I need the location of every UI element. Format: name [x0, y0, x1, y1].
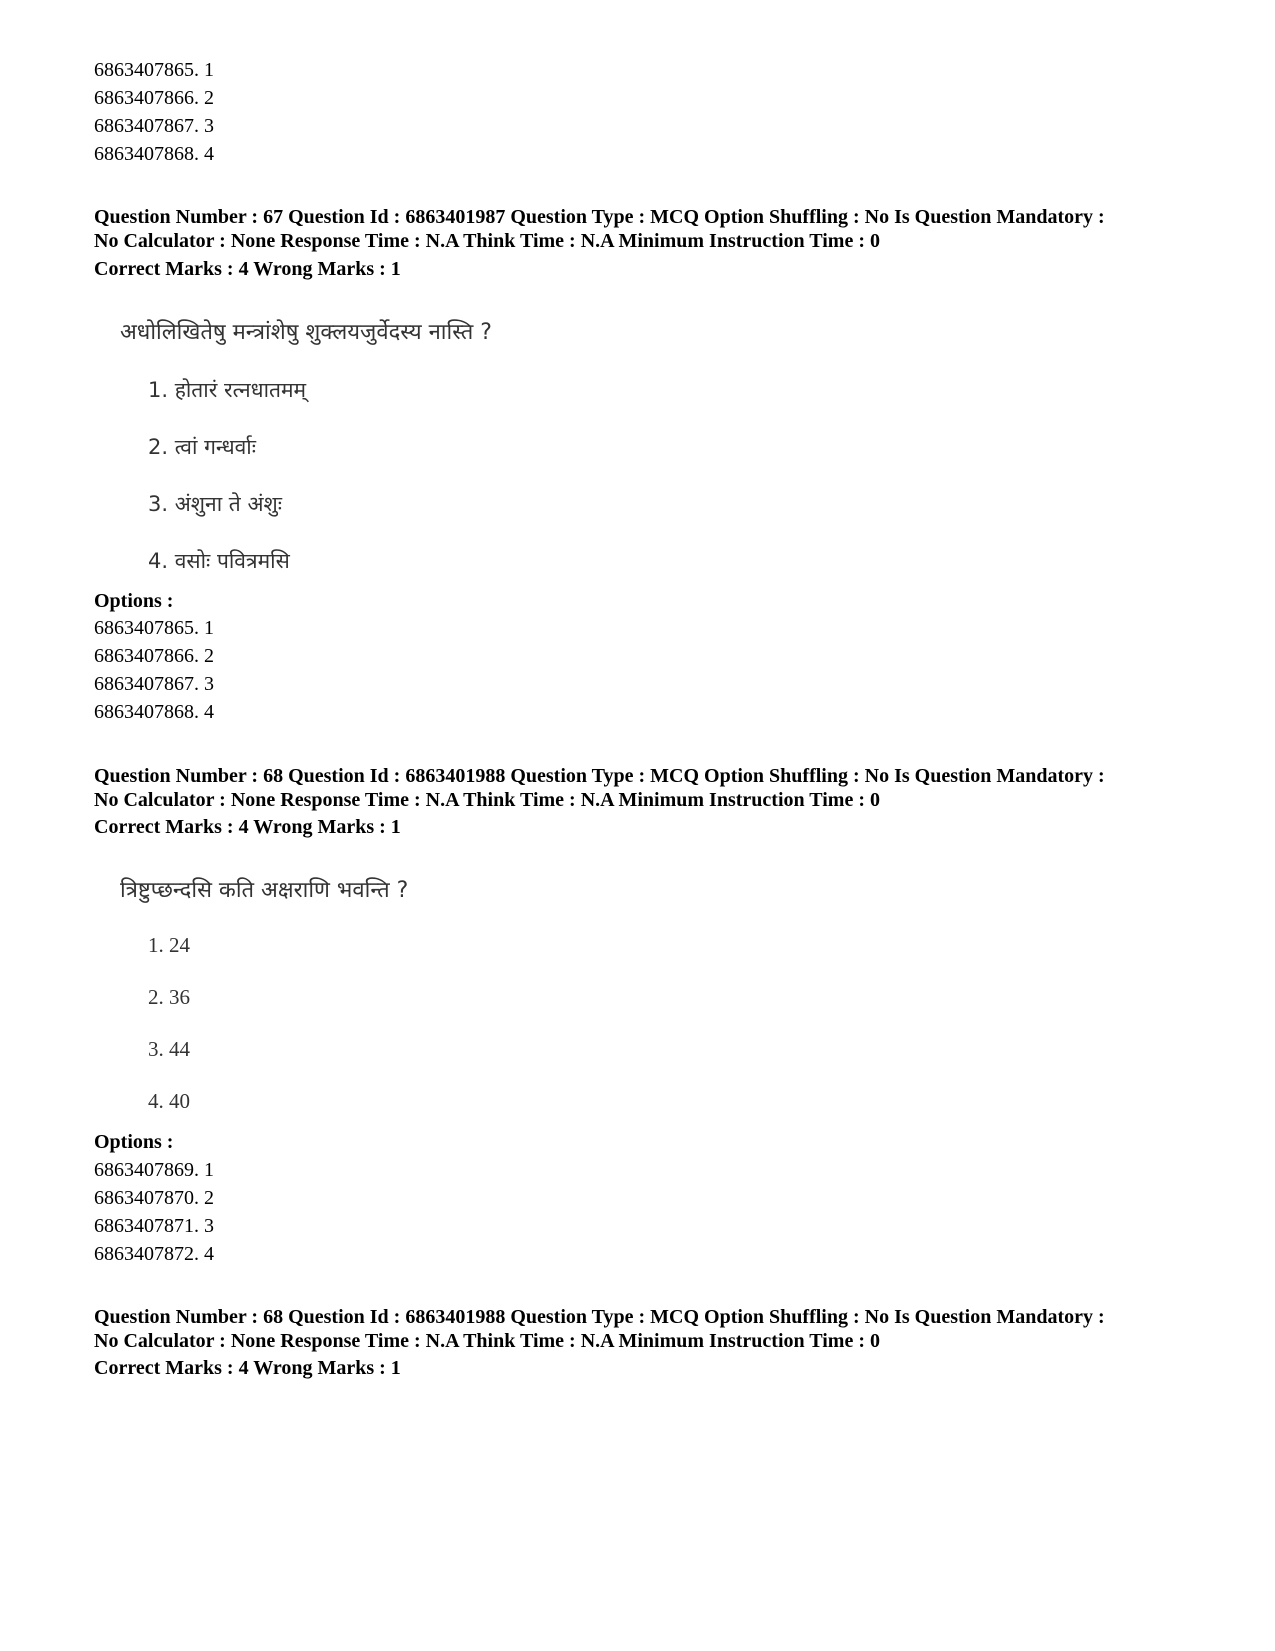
q68-choice-4: 4. 40	[148, 1089, 190, 1113]
q67-choice-1: 1. होतारं रत्नधातमम्	[148, 378, 307, 402]
top-option-4: 6863407868. 4	[94, 143, 214, 165]
q67-header-line2: No Calculator : None Response Time : N.A Think Time : N.A Minimum Instruction Time : 0	[94, 230, 880, 252]
q68-header-line1: Question Number : 68 Question Id : 6863401988 Question Type : MCQ Option Shuffling : No Is Question Mandatory :	[94, 765, 1105, 787]
q68-choice-2: 2. 36	[148, 985, 190, 1009]
q67-choice-2: 2. त्वां गन्धर्वाः	[148, 435, 256, 459]
q68-option-3: 6863407871. 3	[94, 1215, 214, 1237]
q67-option-2: 6863407866. 2	[94, 645, 214, 667]
q68-option-4: 6863407872. 4	[94, 1243, 214, 1265]
q68-choice-3: 3. 44	[148, 1037, 190, 1061]
q68-option-1: 6863407869. 1	[94, 1159, 214, 1181]
q67-option-3: 6863407867. 3	[94, 673, 214, 695]
q68-repeat-header-line1: Question Number : 68 Question Id : 6863401988 Question Type : MCQ Option Shuffling : No Is Question Mandatory :	[94, 1306, 1105, 1328]
q67-marks: Correct Marks : 4 Wrong Marks : 1	[94, 258, 401, 280]
q67-choice-3: 3. अंशुना ते अंशुः	[148, 492, 283, 516]
top-option-1: 6863407865. 1	[94, 59, 214, 81]
q68-repeat-header-line2: No Calculator : None Response Time : N.A Think Time : N.A Minimum Instruction Time : 0	[94, 1330, 880, 1352]
q68-marks: Correct Marks : 4 Wrong Marks : 1	[94, 816, 401, 838]
q67-header-line1: Question Number : 67 Question Id : 6863401987 Question Type : MCQ Option Shuffling : No Is Question Mandatory :	[94, 206, 1105, 228]
q67-option-4: 6863407868. 4	[94, 701, 214, 723]
q68-choice-1: 1. 24	[148, 933, 190, 957]
q68-option-2: 6863407870. 2	[94, 1187, 214, 1209]
q67-question-text: अधोलिखितेषु मन्त्रांशेषु शुक्लयजुर्वेदस्य नास्ति ?	[120, 320, 492, 345]
q67-options-label: Options :	[94, 590, 174, 612]
q68-header-line2: No Calculator : None Response Time : N.A Think Time : N.A Minimum Instruction Time : 0	[94, 789, 880, 811]
top-option-3: 6863407867. 3	[94, 115, 214, 137]
q67-option-1: 6863407865. 1	[94, 617, 214, 639]
q68-options-label: Options :	[94, 1131, 174, 1153]
top-option-2: 6863407866. 2	[94, 87, 214, 109]
q68-repeat-marks: Correct Marks : 4 Wrong Marks : 1	[94, 1357, 401, 1379]
q68-question-text: त्रिष्टुप्छन्दसि कति अक्षराणि भवन्ति ?	[120, 878, 409, 903]
q67-choice-4: 4. वसोः पवित्रमसि	[148, 549, 290, 573]
